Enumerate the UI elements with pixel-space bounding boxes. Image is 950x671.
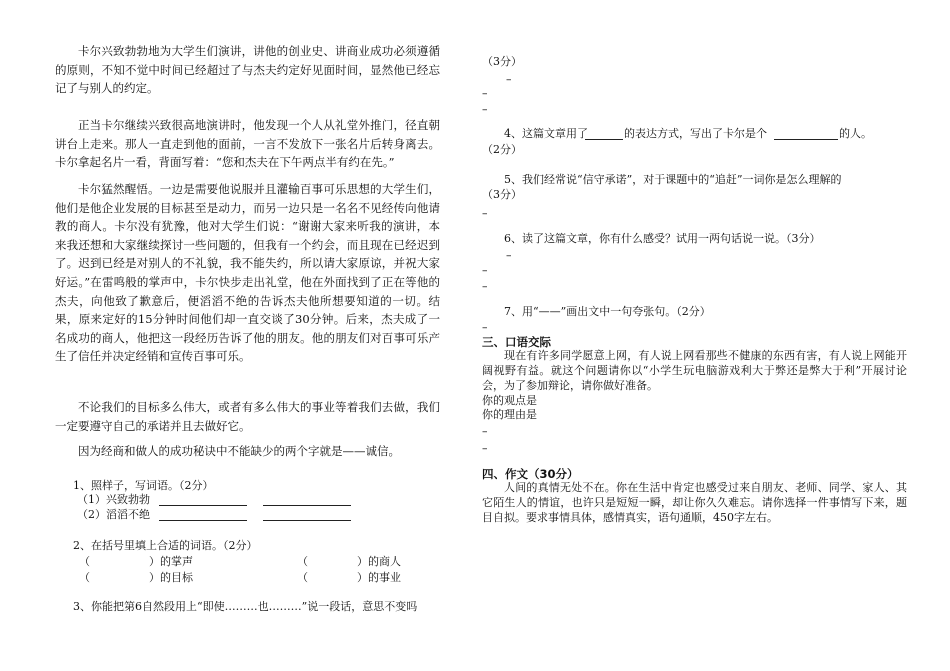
- q2-blank-3-label: ）的目标: [149, 571, 193, 584]
- question-3-text: 3、你能把第6自然段用上“即使………也………”说一段话，意思不变吗: [73, 600, 418, 613]
- answer-dash: –: [482, 442, 488, 455]
- question-2-title: 2、在括号里填上合适的词语。（2分）: [73, 539, 258, 552]
- section-4-title: 四、作文（30分）: [482, 467, 579, 481]
- q1-answer-line-2a[interactable]: [159, 520, 247, 521]
- q2-blank-3-open: （: [79, 571, 90, 584]
- question-6-text: 6、读了这篇文章，你有什么感受？试用一两句话说一说。（3分）: [504, 232, 821, 245]
- q2-blank-1-label: ）的掌声: [149, 555, 193, 568]
- answer-dash: –: [482, 280, 488, 293]
- passage-paragraph-4: 不论我们的目标多么伟大，或者有多么伟大的事业等着我们去做，我们一定要遵守自己的承诺并且去做好它。: [55, 400, 440, 433]
- answer-dash: –: [482, 103, 488, 116]
- section-4-body: 人间的真情无处不在。你在生活中肯定也感受过来自朋友、老师、同学、家人、其它陌生人的情谊，也许只是短短一瞬，却让你久久难忘。请你选择一件事情写下来，题目自拟。要求事情具体，感情真实，语句通顺，450字左右。: [482, 481, 907, 524]
- section-3-view-label: 你的观点是: [482, 394, 537, 407]
- question-4-part-a: 4、这篇文章用了: [504, 127, 588, 140]
- passage-paragraph-1: 卡尔兴致勃勃地为大学生们演讲，讲他的创业史、讲商业成功必须遵循的原则，不知不觉中时间已经超过了与杰夫约定好见面时间，显然他已经忘记了与别人的约定。: [55, 44, 440, 96]
- question-5-text: 5、我们经常说“信守承诺”，对于课题中的“追赶”一词你是怎么理解的: [504, 173, 842, 186]
- q2-blank-2-label: ）的商人: [357, 555, 401, 568]
- q2-blank-4-open: （: [297, 571, 308, 584]
- answer-dash: –: [482, 425, 488, 438]
- q3-score: （3分）: [482, 55, 522, 68]
- passage-paragraph-5: 因为经商和做人的成功秘诀中不能缺少的两个字就是——诚信。: [78, 444, 400, 458]
- passage-paragraph-2: 正当卡尔继续兴致很高地演讲时，他发现一个人从礼堂外推门，径直朝讲台上走来。那人一直走到他的面前，一言不发放下一张名片后转身离去。卡尔拿起名片一看，背面写着：“您和杰夫在下午两点半有约在先。”: [55, 118, 440, 170]
- answer-dash: –: [482, 207, 488, 220]
- q5-score: （3分）: [482, 188, 522, 201]
- question-1-item-2: （2）滔滔不绝: [77, 508, 150, 521]
- question-4-part-b: 的表达方式，写出了卡尔是个: [624, 127, 767, 140]
- section-3-title: 三、口语交际: [482, 335, 551, 349]
- q2-blank-4-label: ）的事业: [357, 571, 401, 584]
- q1-answer-line-1b[interactable]: [263, 505, 351, 506]
- question-7-text: 7、用“——”画出文中一句夸张句。（2分）: [504, 305, 711, 318]
- q1-answer-line-1a[interactable]: [159, 505, 247, 506]
- answer-dash: –: [482, 264, 488, 277]
- section-3-body: 现在有许多同学愿意上网，有人说上网看那些不健康的东西有害，有人说上网能开阔视野有益。就这个问题请你以“小学生玩电脑游戏利大于弊还是弊大于利”开展讨论会，为了参加辩论，请你做好准备。: [482, 349, 907, 392]
- q4-answer-line-1[interactable]: [585, 139, 623, 140]
- q4-score: （2分）: [482, 143, 522, 156]
- answer-dash: –: [506, 249, 512, 262]
- passage-paragraph-3: 卡尔猛然醒悟。一边是需要他说服并且灌输百事可乐思想的大学生们，他们是他企业发展的目标甚至是动力，而另一边只是一名名不见经传向他请教的商人。卡尔没有犹豫，他对大学生们说：“谢谢大家来听我的演讲，本来我还想和大家继续探讨一些问题的，但我有一个约会，而且现在已经迟到了。迟到已经是对别人的不礼貌，我不能失约，所以请大家原谅，并祝大家好运。”在雷鸣般的掌声中，卡尔快步走出礼堂，他在外面找到了正在等他的杰夫，向他致了歉意后，便滔滔不绝的告诉杰夫他所想要知道的一切。结果，原来定好的15分钟时间他们却一直交谈了30分钟。后来，杰夫成了一名成功的商人，他把这一段经历告诉了他的朋友。他的朋友们对百事可乐产生了信任并决定经销和宣传百事可乐。: [55, 182, 440, 364]
- answer-dash: –: [482, 87, 488, 100]
- answer-dash: –: [506, 73, 512, 86]
- q4-answer-line-2[interactable]: [774, 139, 838, 140]
- section-3-reason-label: 你的理由是: [482, 408, 537, 421]
- question-1-item-1: （1）兴致勃勃: [77, 493, 150, 506]
- question-4-part-c: 的人。: [839, 127, 872, 140]
- q1-answer-line-2b[interactable]: [263, 520, 351, 521]
- q2-blank-1-open: （: [79, 555, 90, 568]
- question-1-title: 1、照样子，写词语。（2分）: [73, 479, 214, 492]
- answer-dash: –: [482, 321, 488, 334]
- q2-blank-2-open: （: [297, 555, 308, 568]
